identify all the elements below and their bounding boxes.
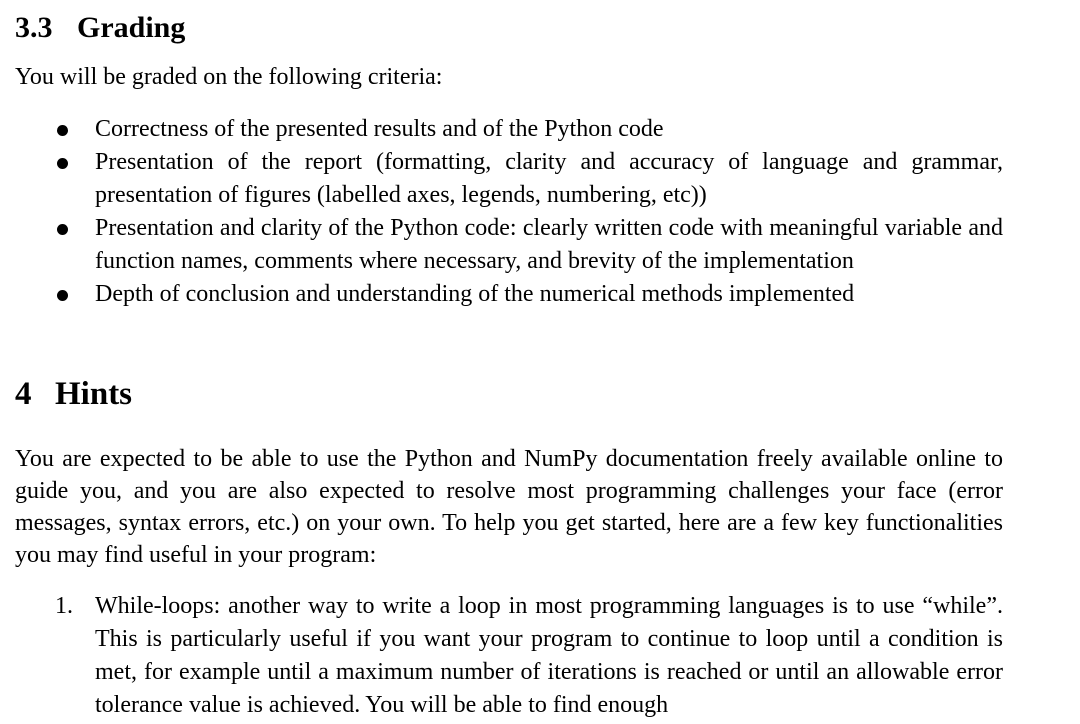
criteria-item (15, 146, 1003, 212)
subsection-number: 3.3 (15, 11, 53, 44)
bullet-icon (57, 290, 68, 301)
hint-text: While-loops: another way to write a loop in most programming languages is to use “while”. This is particularly useful if you want your program to continue to loop until a condition is met, for example until a maximum number of iterations is reached or until an allowable error tolerance value is achieved. You will be able to find enough (95, 593, 1003, 718)
section-title: Hints (55, 376, 133, 412)
criteria-item (15, 212, 1003, 278)
hints-paragraph: You are expected to be able to use the Python and NumPy documentation freely available online to guide you, and you are also expected to resolve most programming challenges your face (error messages, syntax errors, etc.) on your own. To help you get started, here are a few key functionalities you may find useful in your program: (15, 446, 1003, 568)
criteria-item (15, 278, 1003, 311)
hint-item (15, 590, 1003, 722)
criteria-text: Presentation of the report (formatting, clarity and accuracy of language and grammar, presentation of figures (labelled axes, legends, numbering, etc)) (95, 149, 1003, 208)
criteria-item (15, 113, 1003, 146)
subsection-heading (15, 10, 185, 46)
section-number: 4 (15, 376, 32, 412)
section-heading (15, 374, 132, 414)
grading-intro: You will be graded on the following criteria: (15, 64, 443, 90)
bullet-icon (57, 158, 68, 169)
subsection-title: Grading (77, 11, 186, 44)
bullet-icon (57, 125, 68, 136)
hint-number: 1. (55, 593, 73, 619)
bullet-icon (57, 224, 68, 235)
criteria-text: Correctness of the presented results and of the Python code (95, 116, 664, 142)
criteria-text: Depth of conclusion and understanding of the numerical methods implemented (95, 281, 855, 307)
criteria-text: Presentation and clarity of the Python code: clearly written code with meaningful variable and function names, comments where necessary, and brevity of the implementation (95, 215, 1003, 274)
grading-criteria-list (15, 113, 1003, 311)
hints-list (15, 590, 1003, 722)
